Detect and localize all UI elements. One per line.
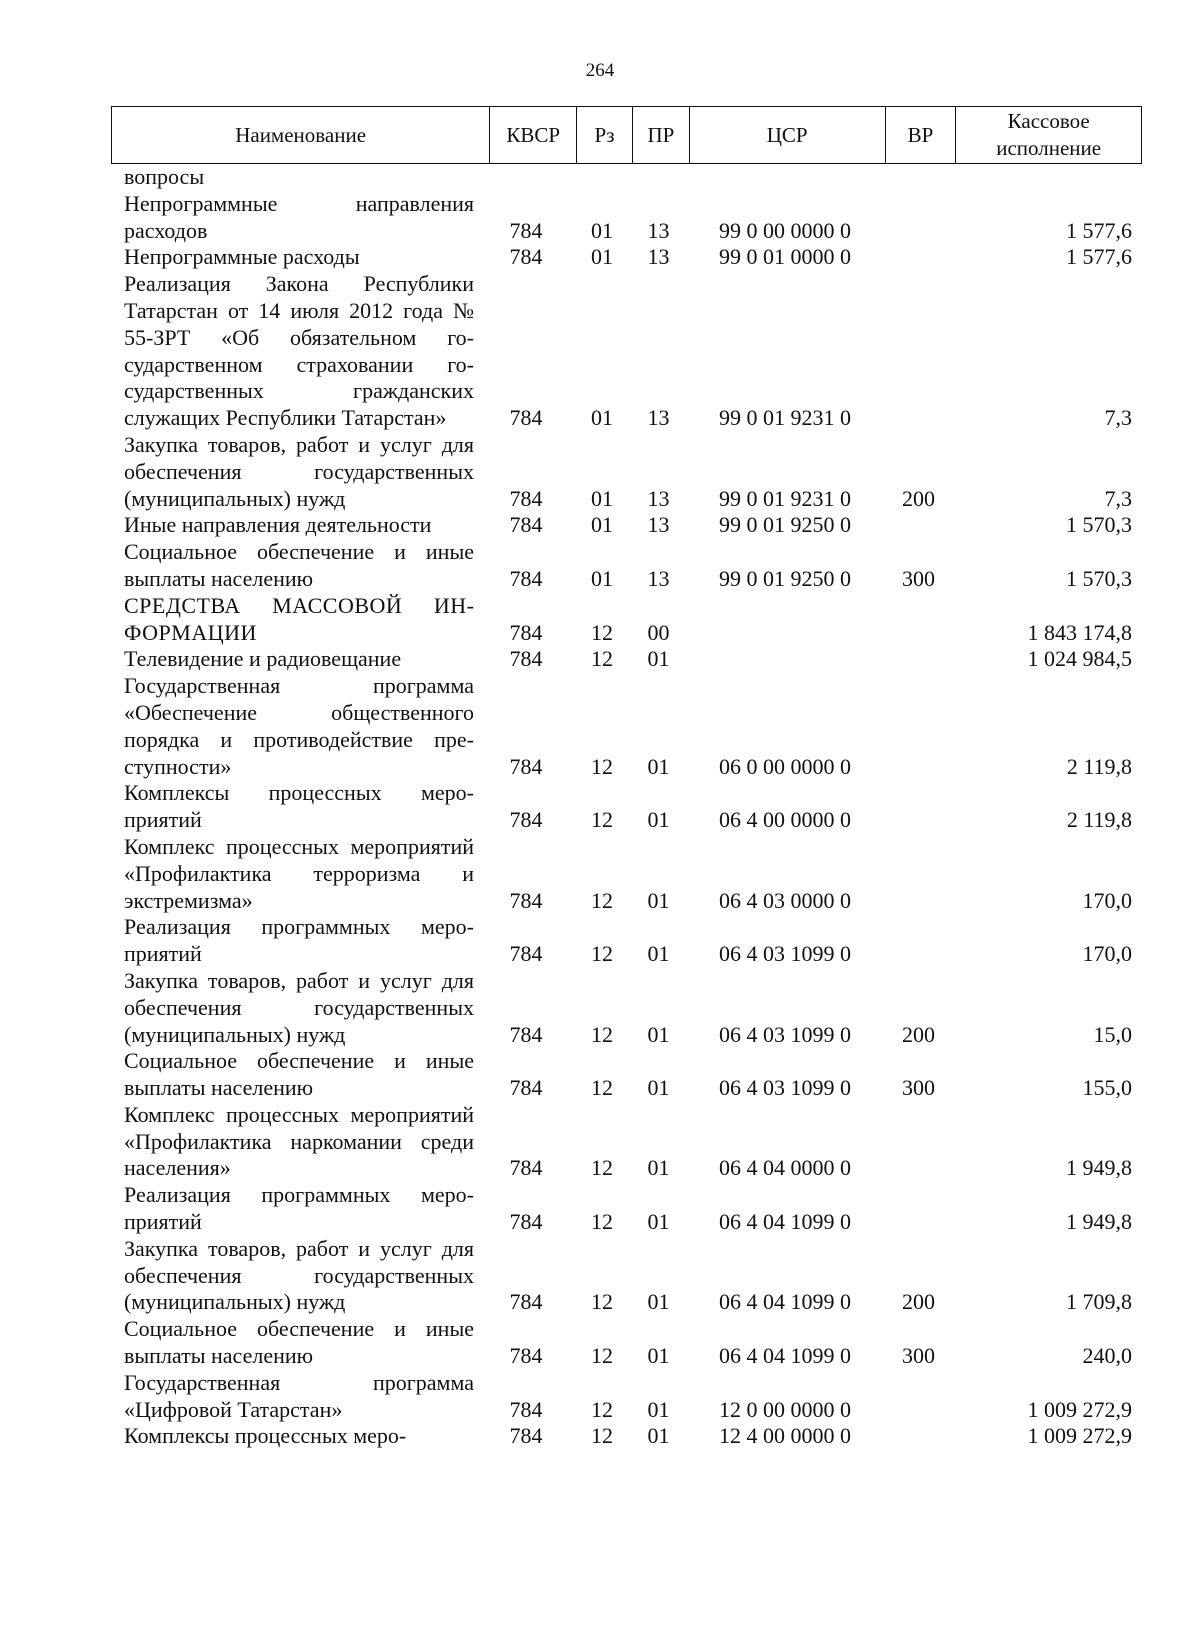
table-row bbox=[0, 1423, 1200, 1450]
row-rz: 12 bbox=[591, 887, 613, 913]
row-pr: 13 bbox=[647, 244, 670, 270]
row-name: Реализация программных мероприятий bbox=[124, 1182, 474, 1235]
row-rz: 01 bbox=[591, 217, 613, 243]
row-amount: 1 577,6 bbox=[1066, 217, 1132, 243]
row-csr: 06 4 03 1099 0 bbox=[719, 1075, 851, 1101]
row-pr: 13 bbox=[647, 565, 670, 591]
row-amount: 1 570,3 bbox=[1066, 565, 1132, 591]
table-row bbox=[0, 1102, 1200, 1182]
row-name: Социальное обеспечение и иные выплаты населению bbox=[124, 1316, 474, 1369]
row-csr: 06 4 03 0000 0 bbox=[719, 887, 851, 913]
table-row bbox=[0, 432, 1200, 512]
table-row bbox=[0, 1316, 1200, 1370]
row-pr: 01 bbox=[647, 941, 670, 967]
table-row bbox=[0, 673, 1200, 780]
row-pr: 13 bbox=[647, 485, 670, 511]
row-vr: 200 bbox=[902, 1289, 935, 1315]
row-kvsr: 784 bbox=[509, 1075, 543, 1101]
row-name: Государственная программа «Цифровой Татарстан» bbox=[124, 1369, 474, 1422]
table-row bbox=[0, 164, 1200, 191]
row-kvsr: 784 bbox=[509, 1396, 543, 1422]
row-name: Комплексы процессных мероприятий bbox=[124, 780, 474, 833]
row-pr: 01 bbox=[647, 1209, 670, 1235]
row-vr: 300 bbox=[902, 1343, 935, 1369]
header-name: Наименование bbox=[112, 107, 490, 163]
row-kvsr: 784 bbox=[509, 1155, 543, 1181]
row-amount: 1 949,8 bbox=[1066, 1155, 1132, 1181]
row-name: вопросы bbox=[124, 164, 205, 189]
row-csr: 99 0 01 9250 0 bbox=[719, 565, 851, 591]
row-rz: 01 bbox=[591, 512, 613, 538]
row-name: Непрограммные расходы bbox=[124, 244, 360, 270]
row-rz: 12 bbox=[591, 1209, 613, 1235]
row-pr: 01 bbox=[647, 1289, 670, 1315]
row-pr: 13 bbox=[647, 217, 670, 243]
row-rz: 12 bbox=[591, 1021, 613, 1047]
row-vr: 300 bbox=[902, 565, 935, 591]
row-kvsr: 784 bbox=[509, 405, 543, 431]
row-csr: 06 4 04 0000 0 bbox=[719, 1155, 851, 1181]
table-row bbox=[0, 244, 1200, 271]
row-kvsr: 784 bbox=[509, 1343, 543, 1369]
row-name: Иные направления деятельности bbox=[124, 512, 432, 538]
table-row bbox=[0, 914, 1200, 968]
table-header bbox=[111, 106, 1142, 164]
row-name: Реализация Закона Республики Татарстан от 14 июля 2012 года № 55-ЗРТ «Об обязательном государственном страховании государственных гражданских служащих Республики Татарстан» bbox=[124, 271, 474, 431]
row-name: Телевидение и радиовещание bbox=[124, 646, 402, 672]
row-rz: 12 bbox=[591, 941, 613, 967]
row-rz: 12 bbox=[591, 1155, 613, 1181]
header-csr: ЦСР bbox=[690, 107, 886, 163]
row-name: Социальное обеспечение и иные выплаты населению bbox=[124, 539, 474, 591]
row-pr: 01 bbox=[647, 753, 670, 779]
row-amount: 1 949,8 bbox=[1066, 1209, 1132, 1235]
row-amount: 1 843 174,8 bbox=[1027, 619, 1132, 645]
table-row bbox=[0, 593, 1200, 647]
header-cash-line2: исполнение bbox=[996, 136, 1102, 160]
row-csr: 06 4 03 1099 0 bbox=[719, 941, 851, 967]
row-kvsr: 784 bbox=[509, 1423, 543, 1449]
row-amount: 2 119,8 bbox=[1066, 807, 1132, 833]
table-row bbox=[0, 834, 1200, 914]
table-row bbox=[0, 646, 1200, 673]
row-csr: 06 4 04 1099 0 bbox=[719, 1209, 851, 1235]
row-csr: 06 4 03 1099 0 bbox=[719, 1021, 851, 1047]
row-rz: 12 bbox=[591, 1075, 613, 1101]
row-csr: 99 0 01 9231 0 bbox=[719, 405, 851, 431]
table-row bbox=[0, 191, 1200, 245]
row-pr: 01 bbox=[647, 1075, 670, 1101]
row-name: Закупка товаров, работ и услуг для обеспечения государственных (муниципальных) нужд bbox=[124, 967, 474, 1047]
row-amount: 2 119,8 bbox=[1066, 753, 1132, 779]
row-amount: 1 024 984,5 bbox=[1027, 646, 1132, 672]
table-row bbox=[0, 512, 1200, 539]
row-kvsr: 784 bbox=[509, 565, 543, 591]
header-cash-line1: Кассовое bbox=[1007, 109, 1090, 133]
row-rz: 01 bbox=[591, 244, 613, 270]
row-amount: 1 709,8 bbox=[1066, 1289, 1132, 1315]
row-kvsr: 784 bbox=[509, 1289, 543, 1315]
row-csr: 99 0 01 9231 0 bbox=[719, 485, 851, 511]
row-amount: 1 009 272,9 bbox=[1027, 1423, 1132, 1449]
row-pr: 01 bbox=[647, 1423, 670, 1449]
row-csr: 12 4 00 0000 0 bbox=[719, 1423, 851, 1449]
row-amount: 170,0 bbox=[1082, 941, 1132, 967]
row-rz: 01 bbox=[591, 405, 613, 431]
header-rz: Рз bbox=[577, 107, 633, 163]
row-name: Закупка товаров, работ и услуг для обеспечения государственных (муниципальных) нужд bbox=[124, 1235, 474, 1315]
row-rz: 12 bbox=[591, 753, 613, 779]
row-pr: 01 bbox=[647, 646, 670, 672]
row-kvsr: 784 bbox=[509, 244, 543, 270]
header-cash-execution bbox=[956, 107, 1141, 163]
row-amount: 7,3 bbox=[1104, 485, 1132, 511]
row-rz: 12 bbox=[591, 619, 613, 645]
row-rz: 01 bbox=[591, 485, 613, 511]
row-name: СРЕДСТВА МАССОВОЙ ИНФОРМАЦИИ bbox=[124, 592, 474, 645]
header-vr: ВР bbox=[886, 107, 957, 163]
header-pr: ПР bbox=[633, 107, 690, 163]
row-csr: 99 0 01 9250 0 bbox=[719, 512, 851, 538]
row-pr: 01 bbox=[647, 1155, 670, 1181]
row-kvsr: 784 bbox=[509, 646, 543, 672]
row-vr: 300 bbox=[902, 1075, 935, 1101]
row-amount: 155,0 bbox=[1082, 1075, 1132, 1101]
row-rz: 12 bbox=[591, 807, 613, 833]
row-kvsr: 784 bbox=[509, 1209, 543, 1235]
row-csr: 99 0 01 0000 0 bbox=[719, 244, 851, 270]
row-pr: 00 bbox=[647, 619, 670, 645]
table-body bbox=[0, 164, 1200, 1450]
row-kvsr: 784 bbox=[509, 217, 543, 243]
row-kvsr: 784 bbox=[509, 1021, 543, 1047]
row-kvsr: 784 bbox=[509, 887, 543, 913]
row-vr: 200 bbox=[902, 485, 935, 511]
row-name: Реализация программных мероприятий bbox=[124, 914, 474, 967]
row-vr: 200 bbox=[902, 1021, 935, 1047]
row-amount: 15,0 bbox=[1093, 1021, 1132, 1047]
row-name: Комплексы процессных меро- bbox=[124, 1423, 407, 1449]
row-rz: 01 bbox=[591, 565, 613, 591]
row-name: Закупка товаров, работ и услуг для обеспечения государственных (муниципальных) нужд bbox=[124, 431, 474, 511]
row-kvsr: 784 bbox=[509, 512, 543, 538]
row-pr: 01 bbox=[647, 807, 670, 833]
header-kvsr: КВСР bbox=[490, 107, 577, 163]
row-pr: 01 bbox=[647, 1396, 670, 1422]
row-rz: 12 bbox=[591, 1289, 613, 1315]
row-pr: 13 bbox=[647, 512, 670, 538]
row-csr: 06 4 04 1099 0 bbox=[719, 1343, 851, 1369]
table-row bbox=[0, 1370, 1200, 1424]
row-rz: 12 bbox=[591, 1396, 613, 1422]
row-name: Комплекс процессных мероприятий «Профилактика наркомании среди населения» bbox=[124, 1101, 474, 1181]
row-pr: 13 bbox=[647, 405, 670, 431]
row-kvsr: 784 bbox=[509, 941, 543, 967]
row-pr: 01 bbox=[647, 1343, 670, 1369]
row-amount: 1 577,6 bbox=[1066, 244, 1132, 270]
row-name: Социальное обеспечение и иные выплаты населению bbox=[124, 1048, 474, 1101]
table-row bbox=[0, 539, 1200, 593]
table-row bbox=[0, 1236, 1200, 1316]
row-amount: 1 009 272,9 bbox=[1027, 1396, 1132, 1422]
row-csr: 06 4 00 0000 0 bbox=[719, 807, 851, 833]
row-csr: 12 0 00 0000 0 bbox=[719, 1396, 851, 1422]
row-pr: 01 bbox=[647, 1021, 670, 1047]
row-rz: 12 bbox=[591, 1423, 613, 1449]
row-kvsr: 784 bbox=[509, 807, 543, 833]
row-amount: 170,0 bbox=[1082, 887, 1132, 913]
table-row bbox=[0, 271, 1200, 432]
row-rz: 12 bbox=[591, 646, 613, 672]
row-pr: 01 bbox=[647, 887, 670, 913]
row-amount: 1 570,3 bbox=[1066, 512, 1132, 538]
table-row bbox=[0, 968, 1200, 1048]
row-rz: 12 bbox=[591, 1343, 613, 1369]
table-row bbox=[0, 1182, 1200, 1236]
row-kvsr: 784 bbox=[509, 485, 543, 511]
row-csr: 06 0 00 0000 0 bbox=[719, 753, 851, 779]
row-kvsr: 784 bbox=[509, 753, 543, 779]
row-name: Государственная программа «Обеспечение общественного порядка и противодействие преступности» bbox=[124, 673, 474, 779]
row-name: Непрограммные направления расходов bbox=[124, 190, 474, 243]
row-kvsr: 784 bbox=[509, 619, 543, 645]
row-amount: 7,3 bbox=[1104, 405, 1132, 431]
row-csr: 06 4 04 1099 0 bbox=[719, 1289, 851, 1315]
row-csr: 99 0 00 0000 0 bbox=[719, 217, 851, 243]
page-number: 264 bbox=[585, 60, 615, 81]
table-row bbox=[0, 1048, 1200, 1102]
table-row bbox=[0, 780, 1200, 834]
row-name: Комплекс процессных мероприятий «Профилактика терроризма и экстремизма» bbox=[124, 833, 474, 913]
row-amount: 240,0 bbox=[1082, 1343, 1132, 1369]
